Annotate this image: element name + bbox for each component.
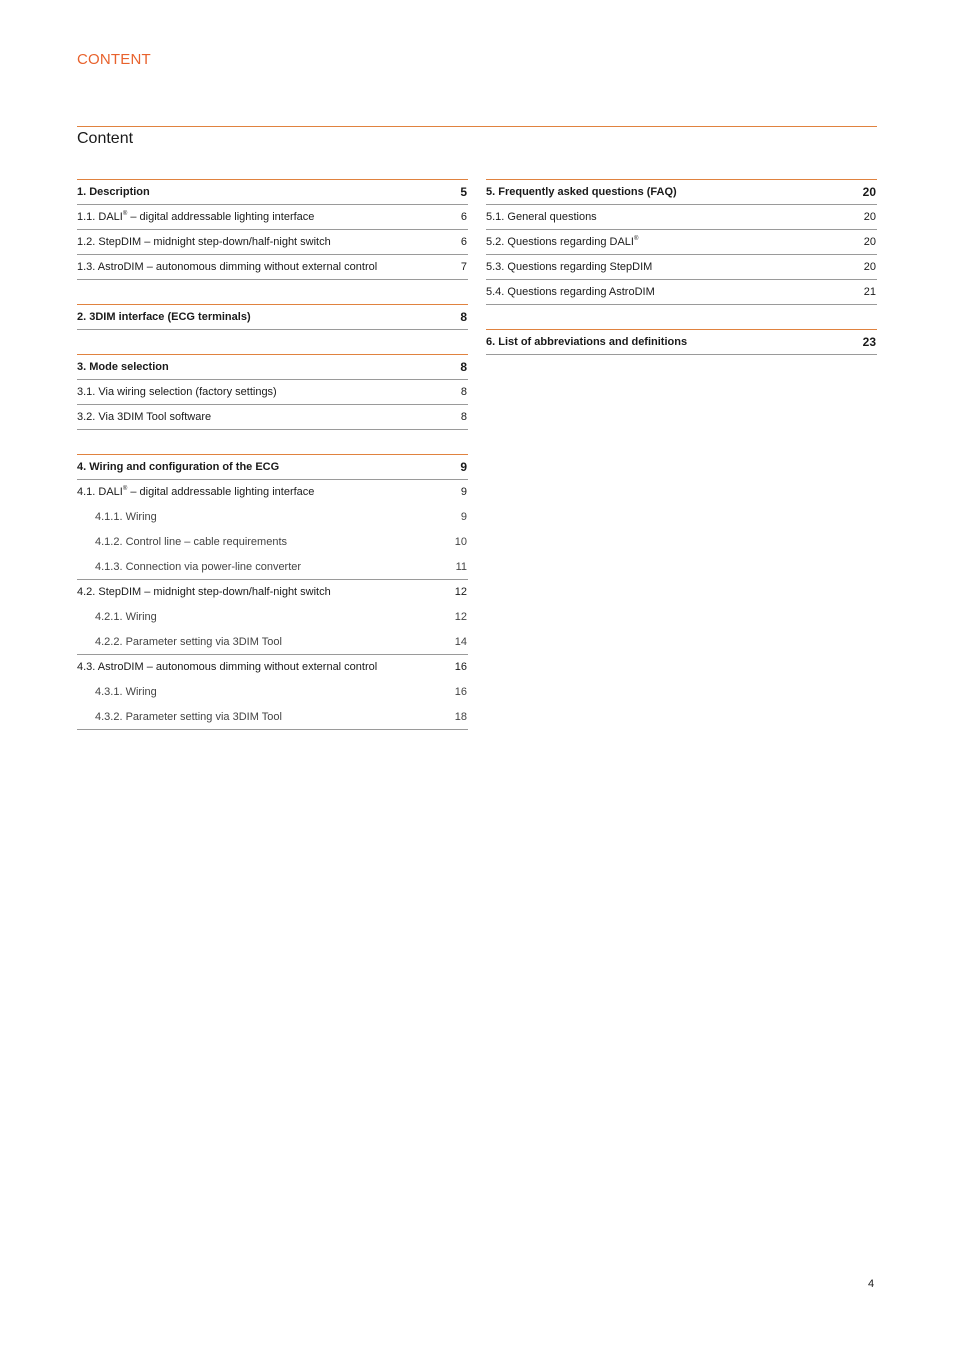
toc-entry-label: 4.2. StepDIM – midnight step-down/half-night switch: [77, 586, 331, 598]
toc-group-mode-selection: [77, 354, 468, 430]
toc-entry-label: 5.3. Questions regarding StepDIM: [486, 260, 653, 273]
toc-entry[interactable]: [77, 580, 468, 605]
toc-entry-label: [486, 237, 638, 248]
toc-entry[interactable]: [77, 180, 468, 205]
toc-entry-label: 4.3. AstroDIM – autonomous dimming without external control: [77, 661, 378, 673]
toc-entry[interactable]: [77, 355, 468, 380]
toc-left-column: [77, 179, 468, 730]
header-divider: [77, 126, 877, 127]
registered-mark: ®: [122, 486, 128, 492]
toc-entry-page: 12: [454, 611, 467, 623]
toc-entry-label: 4. Wiring and configuration of the ECG: [77, 460, 280, 473]
toc-entry-page: 10: [454, 536, 467, 548]
toc-entry[interactable]: [486, 255, 877, 280]
toc-entry-label: 4.2.2. Parameter setting via 3DIM Tool: [95, 635, 282, 648]
toc-entry-page: 14: [454, 635, 467, 648]
toc-entry-label: 1.3. AstroDIM – autonomous dimming without external control: [77, 260, 378, 273]
toc-entry-label-suffix: – digital addressable lighting interface: [127, 486, 315, 498]
toc-entry[interactable]: [486, 280, 877, 305]
toc-entry-page: 6: [460, 210, 467, 223]
toc-entry-page: 8: [460, 410, 467, 423]
toc-entry-label-main: 1.1. DALI: [77, 210, 123, 223]
toc-entry[interactable]: [77, 230, 468, 255]
toc-entry[interactable]: [486, 330, 877, 355]
toc-entry-label: 5.4. Questions regarding AstroDIM: [486, 285, 655, 298]
toc-entry-label: 4.1.3. Connection via power-line converter: [95, 560, 302, 573]
toc-group-abbreviations: [486, 329, 877, 355]
toc-entry[interactable]: [77, 605, 468, 630]
toc-entry-page: 12: [454, 586, 467, 598]
section-heading: Content: [77, 130, 134, 147]
toc-entry-page: 20: [862, 185, 876, 199]
toc-entry[interactable]: [77, 680, 468, 705]
toc-entry-page: 20: [863, 235, 876, 248]
toc-entry[interactable]: [77, 455, 468, 480]
toc-entry[interactable]: [77, 380, 468, 405]
toc-entry-label: [77, 487, 314, 498]
toc-right-column: [486, 179, 877, 355]
registered-mark: ®: [633, 235, 639, 242]
toc-entry-label: 1. Description: [77, 185, 150, 198]
toc-entry-page: 16: [454, 661, 467, 673]
toc-entry-label: 4.1.2. Control line – cable requirements: [95, 536, 287, 548]
toc-entry[interactable]: [486, 180, 877, 205]
toc-entry[interactable]: [77, 530, 468, 555]
toc-entry-page: 8: [460, 310, 467, 324]
toc-entry[interactable]: [77, 630, 468, 655]
toc-entry[interactable]: [486, 230, 877, 255]
toc-entry[interactable]: [77, 705, 468, 730]
toc-entry-label: 5. Frequently asked questions (FAQ): [486, 185, 677, 198]
toc-entry-label: 3.1. Via wiring selection (factory settings): [77, 385, 277, 398]
toc-entry-page: 18: [454, 710, 467, 723]
toc-group-3dim-interface: [77, 304, 468, 330]
toc-group-faq: [486, 179, 877, 305]
toc-entry-page: 21: [863, 285, 876, 298]
page-number: 4: [868, 1278, 875, 1290]
toc-entry-page: 8: [460, 385, 467, 398]
toc-entry-label: 4.3.1. Wiring: [95, 686, 157, 698]
toc-entry-label: 1.2. StepDIM – midnight step-down/half-night switch: [77, 235, 331, 248]
toc-entry-page: 20: [863, 210, 876, 223]
toc-entry[interactable]: [77, 305, 468, 330]
toc-entry-page: 20: [863, 260, 876, 273]
toc-entry-label: 5.1. General questions: [486, 210, 597, 223]
toc-entry[interactable]: [77, 205, 468, 230]
toc-entry[interactable]: [486, 205, 877, 230]
toc-entry-label-suffix: – digital addressable lighting interface: [127, 210, 315, 223]
toc-entry-page: 6: [460, 235, 467, 248]
toc-entry-page: 9: [460, 486, 467, 498]
toc-entry-label: 6. List of abbreviations and definitions: [486, 335, 688, 348]
toc-entry-label: 4.2.1. Wiring: [95, 611, 157, 623]
toc-entry-page: 16: [454, 686, 467, 698]
toc-entry-label-main: 4.1. DALI: [77, 486, 123, 498]
toc-entry-page: 8: [460, 360, 467, 374]
toc-group-wiring-configuration: [77, 454, 468, 730]
toc-entry[interactable]: [77, 255, 468, 280]
toc-entry-page: 9: [460, 511, 467, 523]
toc-entry[interactable]: [77, 480, 468, 505]
page-header-title: CONTENT: [77, 51, 151, 68]
toc-entry-label: 3. Mode selection: [77, 360, 169, 373]
toc-entry-page: 23: [862, 335, 876, 349]
toc-entry-label: 2. 3DIM interface (ECG terminals): [77, 310, 251, 323]
toc-entry[interactable]: [77, 505, 468, 530]
toc-group-description: [77, 179, 468, 280]
toc-entry-label-main: 5.2. Questions regarding DALI: [486, 235, 634, 248]
toc-entry-label: 4.3.2. Parameter setting via 3DIM Tool: [95, 710, 282, 723]
toc-entry-label: [77, 212, 314, 223]
toc-entry-label: 3.2. Via 3DIM Tool software: [77, 410, 212, 423]
toc-entry[interactable]: [77, 405, 468, 430]
toc-entry-label: 4.1.1. Wiring: [95, 511, 157, 523]
toc-entry-page: 9: [460, 460, 467, 474]
toc-entry[interactable]: [77, 655, 468, 680]
toc-entry-page: 11: [455, 560, 467, 573]
toc-entry-page: 7: [460, 260, 467, 273]
toc-entry[interactable]: [77, 555, 468, 580]
registered-mark: ®: [122, 210, 128, 217]
toc-entry-page: 5: [460, 185, 467, 199]
